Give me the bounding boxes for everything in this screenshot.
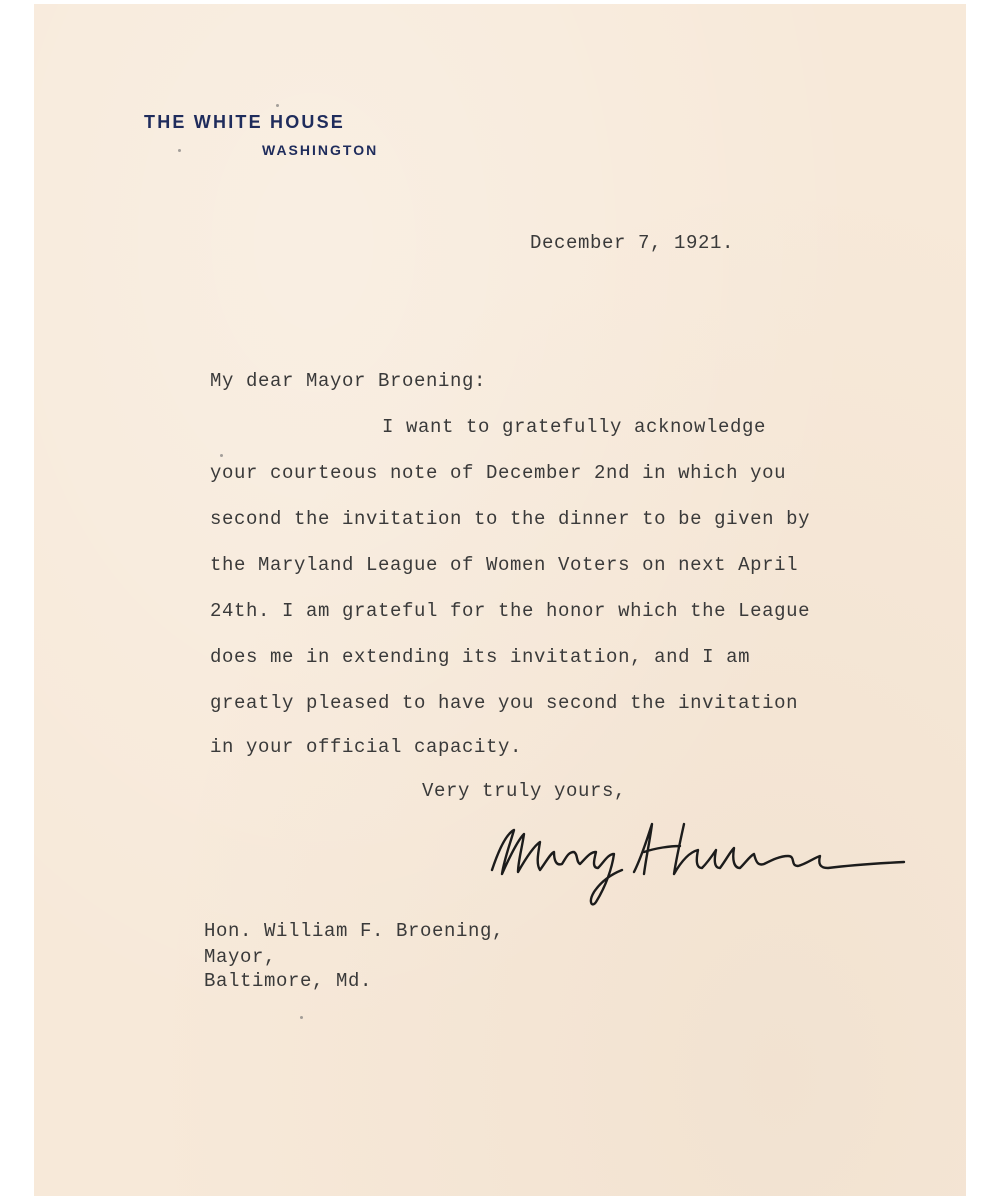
address-line: Hon. William F. Broening, — [204, 920, 505, 942]
letterhead-title: THE WHITE HOUSE — [144, 112, 346, 132]
body-line: 24th. I am grateful for the honor which the League — [210, 600, 811, 622]
address-line: Baltimore, Md. — [204, 970, 373, 992]
paper-speck — [300, 1016, 303, 1019]
signature-image — [484, 812, 924, 912]
paper-speck — [178, 149, 181, 152]
closing: Very truly yours, — [422, 780, 627, 802]
letterhead-subtitle: WASHINGTON — [262, 142, 379, 158]
body-line: the Maryland League of Women Voters on next April — [210, 554, 799, 576]
letter-paper — [34, 4, 966, 1196]
body-line: your courteous note of December 2nd in which you — [210, 462, 787, 484]
body-line: does me in extending its invitation, and I am — [210, 646, 751, 668]
letter-date: December 7, 1921. — [530, 232, 735, 254]
body-line: second the invitation to the dinner to be given by — [210, 508, 811, 530]
paper-speck — [220, 454, 223, 457]
salutation: My dear Mayor Broening: — [210, 370, 487, 392]
address-line: Mayor, — [204, 946, 277, 968]
body-line: I want to gratefully acknowledge — [382, 416, 767, 438]
body-line: greatly pleased to have you second the invitation — [210, 692, 799, 714]
body-line: in your official capacity. — [210, 736, 523, 758]
paper-speck — [276, 104, 279, 107]
